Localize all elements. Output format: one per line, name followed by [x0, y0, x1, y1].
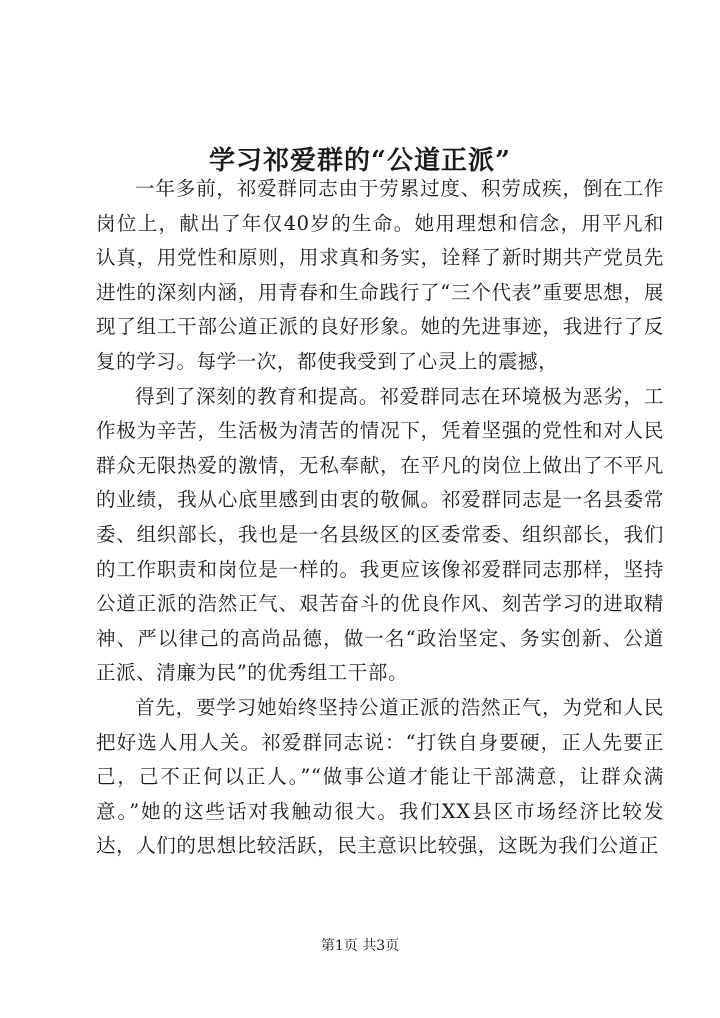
page-title: 学习祁爱群的“公道正派” [209, 146, 511, 177]
paragraph-2: 得到了深刻的教育和提高。祁爱群同志在环境极为恶劣，工作极为辛苦，生活极为清苦的情况下，凭着坚强的党性和对人民群众无限热爱的激情，无私奉献，在平凡的岗位上做出了不平凡的业绩，我从心底里感到由衷的敬佩。祁爱群同志是一名县委常委、组织部长，我也是一名县级区的区委常委、组织部长，我们的工作职责和岗位是一样的。我更应该像祁爱群同志那样，坚持公道正派的浩然正气、艰苦奋斗的优良作风、刻苦学习的进取精神、严以律己的高尚品德，做一名“政治坚定、务实创新、公道正派、清廉为民”的优秀组工干部。 [96, 384, 664, 685]
paragraph-3: 首先，要学习她始终坚持公道正派的浩然正气，为党和人民把好选人用人关。祁爱群同志说：“打铁自身要硬，正人先要正己，己不正何以正人。”“做事公道才能让干部满意，让群众满意。”她的这些话对我触动很大。我们XX县区市场经济比较发达，人们的思想比较活跃，民主意识比较强，这既为我们公道正 [96, 695, 664, 858]
paragraph-1: 一年多前，祁爱群同志由于劳累过度、积劳成疾，倒在工作岗位上，献出了年仅40岁的生命。她用理想和信念，用平凡和认真，用党性和原则，用求真和务实，诠释了新时期共产党员先进性的深刻内涵，用青春和生命践行了“三个代表”重要思想，展现了组工干部公道正派的良好形象。她的先进事迹，我进行了反复的学习。每学一次，都使我受到了心灵上的震撼， [96, 177, 664, 373]
document-body [96, 172, 664, 864]
page-number-footer: 第1页 共3页 [320, 938, 400, 954]
